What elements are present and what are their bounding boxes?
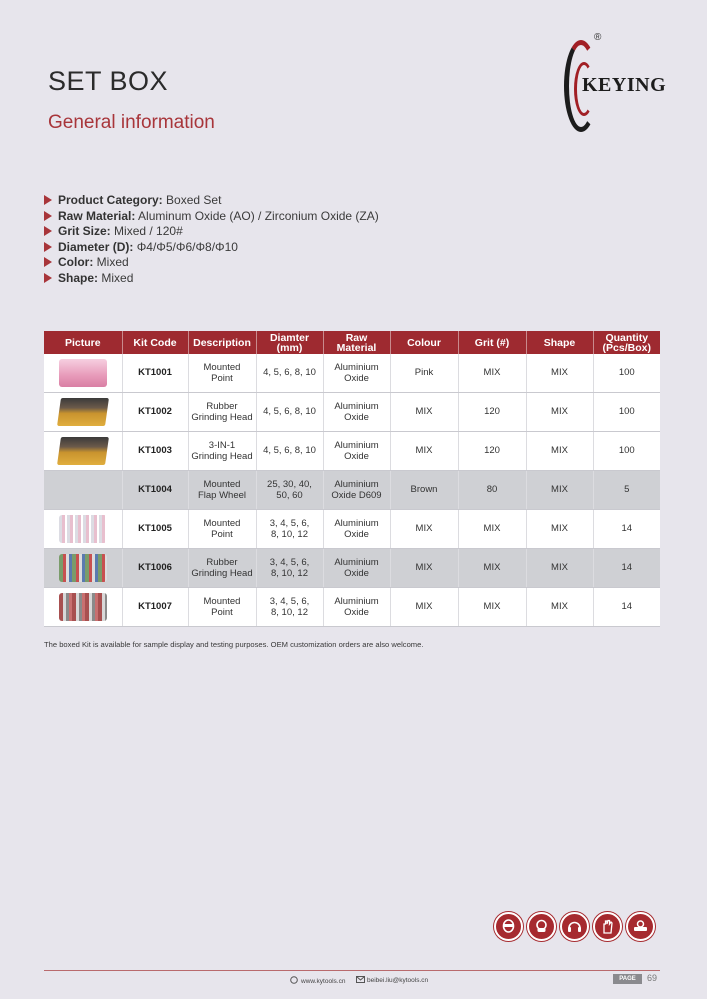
material-line1: Aluminium — [334, 517, 379, 529]
shape-cell: MIX — [526, 549, 593, 588]
arrow-icon — [44, 242, 52, 252]
shape-cell: MIX — [526, 354, 593, 393]
diameter-line1: 3, 4, 5, 6, — [269, 595, 310, 607]
info-value: Mixed — [101, 270, 134, 285]
footer-divider — [44, 970, 660, 971]
mail-icon — [356, 976, 364, 983]
material-cell — [323, 510, 390, 549]
email-contact — [356, 976, 428, 984]
header-quantity-line1: Quantity — [605, 331, 649, 344]
description-line1: Mounted — [203, 361, 241, 373]
colour-cell: MIX — [390, 510, 458, 549]
email-text: beibei.liu@kytools.cn — [367, 977, 429, 984]
header-material-line2: Material — [336, 341, 377, 354]
material-line2: Oxide — [344, 451, 369, 462]
quantity-cell: 100 — [593, 393, 660, 432]
info-item-diameter — [44, 240, 379, 256]
info-value: Φ4/Φ5/Φ6/Φ8/Φ10 — [136, 239, 238, 254]
diameter-line1: 3, 4, 5, 6, — [269, 517, 310, 529]
table-row — [44, 549, 660, 588]
info-label: Diameter (D): — [58, 239, 134, 254]
diameter-line1: 25, 30, 40, — [267, 478, 312, 490]
info-label: Product Category: — [58, 193, 163, 207]
header-kit-code: Kit Code — [122, 331, 188, 354]
product-image — [59, 515, 107, 543]
description-line1: Rubber — [206, 400, 238, 412]
diameter-cell — [256, 510, 323, 549]
website-contact — [290, 976, 345, 985]
description-line1: Mounted — [203, 595, 241, 607]
info-label: Raw Material: — [58, 208, 136, 223]
ear-protection-icon — [527, 912, 556, 941]
info-value: Mixed / 120# — [114, 224, 183, 239]
colour-cell: MIX — [390, 588, 458, 627]
diameter-line2: 50, 60 — [276, 490, 303, 501]
description-line2: Flap Wheel — [197, 490, 247, 501]
description-line2: Grinding Head — [191, 451, 253, 462]
table-row — [44, 432, 660, 471]
picture-cell — [44, 393, 122, 432]
gloves-icon — [593, 912, 622, 941]
material-cell — [323, 549, 390, 588]
product-image — [57, 437, 109, 465]
page-title: SET BOX — [48, 66, 169, 96]
diameter-line1: 4, 5, 6, 8, 10 — [263, 367, 316, 379]
kit-code-cell: KT1004 — [122, 471, 188, 510]
picture-cell — [44, 432, 122, 471]
quantity-cell: 100 — [593, 432, 660, 471]
material-cell — [323, 588, 390, 627]
material-cell — [323, 354, 390, 393]
material-line2: Oxide — [344, 412, 369, 423]
description-line2: Point — [211, 373, 233, 384]
header-grit: Grit (#) — [458, 331, 526, 354]
info-value: Mixed — [96, 255, 129, 270]
quantity-cell: 100 — [593, 354, 660, 393]
picture-cell — [44, 471, 122, 510]
material-cell — [323, 393, 390, 432]
diameter-cell — [256, 549, 323, 588]
info-item-color — [44, 255, 379, 271]
table-row — [44, 354, 660, 393]
description-line2: Point — [211, 529, 233, 540]
info-item-material — [44, 209, 379, 225]
description-cell — [188, 549, 256, 588]
material-line1: Aluminium — [334, 400, 379, 412]
diameter-line1: 3, 4, 5, 6, — [269, 556, 310, 568]
diameter-cell — [256, 471, 323, 510]
description-cell — [188, 588, 256, 627]
registered-mark: ® — [594, 32, 602, 43]
kit-code-cell: KT1007 — [122, 588, 188, 627]
description-cell — [188, 471, 256, 510]
kit-table — [44, 331, 660, 627]
description-cell — [188, 432, 256, 471]
arrow-icon — [44, 273, 52, 283]
picture-cell — [44, 549, 122, 588]
material-line1: Aluminium — [334, 595, 379, 607]
diameter-line2: 8, 10, 12 — [271, 568, 308, 579]
arrow-icon — [44, 211, 52, 221]
header-colour: Colour — [390, 331, 458, 354]
picture-cell — [44, 354, 122, 393]
grit-cell: MIX — [458, 549, 526, 588]
colour-cell: MIX — [390, 549, 458, 588]
colour-cell: MIX — [390, 432, 458, 471]
material-cell — [323, 471, 390, 510]
header-quantity-line2: (Pcs/Box) — [602, 341, 651, 354]
logo-wordmark: KEYING — [582, 74, 667, 96]
header-picture: Picture — [44, 331, 122, 354]
info-item-category — [44, 193, 379, 209]
kit-code-cell: KT1005 — [122, 510, 188, 549]
material-line2: Oxide — [344, 529, 369, 540]
kit-code-cell: KT1006 — [122, 549, 188, 588]
table-header-row — [44, 331, 660, 354]
grit-cell: MIX — [458, 510, 526, 549]
header-diameter-line1: Diamter — [269, 331, 310, 344]
material-line2: Oxide — [344, 373, 369, 384]
material-line2: Oxide — [344, 568, 369, 579]
info-value: Boxed Set — [166, 193, 222, 207]
info-item-grit — [44, 224, 379, 240]
picture-cell — [44, 588, 122, 627]
header-description: Description — [188, 331, 256, 354]
quantity-cell: 14 — [593, 588, 660, 627]
arrow-icon — [44, 226, 52, 236]
material-line1: Aluminium — [334, 361, 379, 373]
product-image — [57, 398, 109, 426]
grit-cell: 120 — [458, 393, 526, 432]
grit-cell: MIX — [458, 588, 526, 627]
hearing-protection-icon — [560, 912, 589, 941]
keying-logo — [562, 32, 672, 136]
diameter-cell — [256, 588, 323, 627]
table-row — [44, 471, 660, 510]
header-raw-material — [323, 331, 390, 354]
quantity-cell: 14 — [593, 549, 660, 588]
table-row — [44, 588, 660, 627]
website-text: www.kytools.cn — [301, 978, 346, 985]
shape-cell: MIX — [526, 432, 593, 471]
material-line1: Aluminium — [334, 439, 379, 451]
shape-cell: MIX — [526, 510, 593, 549]
colour-cell: Brown — [390, 471, 458, 510]
description-cell — [188, 393, 256, 432]
colour-cell: MIX — [390, 393, 458, 432]
section-subtitle: General information — [48, 112, 215, 133]
face-shield-icon — [494, 912, 523, 941]
material-line2: Oxide D609 — [331, 490, 382, 501]
grit-cell: 80 — [458, 471, 526, 510]
kit-code-cell: KT1003 — [122, 432, 188, 471]
description-line2: Point — [211, 607, 233, 618]
shape-cell: MIX — [526, 588, 593, 627]
description-line1: Mounted — [203, 478, 241, 490]
product-image — [59, 359, 107, 387]
globe-icon — [290, 976, 298, 983]
shape-cell: MIX — [526, 471, 593, 510]
diameter-cell — [256, 432, 323, 471]
diameter-line1: 4, 5, 6, 8, 10 — [263, 445, 316, 457]
diameter-line2: 8, 10, 12 — [271, 607, 308, 618]
info-label: Color: — [58, 255, 94, 270]
table-row — [44, 393, 660, 432]
kit-code-cell: KT1001 — [122, 354, 188, 393]
grit-cell: MIX — [458, 354, 526, 393]
header-diameter — [256, 331, 323, 354]
description-line2: Grinding Head — [191, 412, 253, 423]
diameter-line1: 4, 5, 6, 8, 10 — [263, 406, 316, 418]
material-line2: Oxide — [344, 607, 369, 618]
description-cell — [188, 510, 256, 549]
table-row — [44, 510, 660, 549]
header-diameter-line2: (mm) — [276, 341, 303, 354]
diameter-cell — [256, 354, 323, 393]
info-label: Grit Size: — [58, 224, 111, 239]
colour-cell: Pink — [390, 354, 458, 393]
picture-cell — [44, 510, 122, 549]
info-item-shape — [44, 271, 379, 287]
description-line2: Grinding Head — [191, 568, 253, 579]
description-line1: Mounted — [203, 517, 241, 529]
kit-code-cell: KT1002 — [122, 393, 188, 432]
material-cell — [323, 432, 390, 471]
header-shape: Shape — [526, 331, 593, 354]
shape-cell: MIX — [526, 393, 593, 432]
dust-mask-icon — [626, 912, 655, 941]
material-line1: Aluminium — [334, 478, 379, 490]
header-material-line1: Raw — [345, 331, 368, 344]
product-image — [59, 593, 107, 621]
page-number: 69 — [647, 973, 658, 983]
quantity-cell: 14 — [593, 510, 660, 549]
diameter-cell — [256, 393, 323, 432]
footnote: The boxed Kit is available for sample display and testing purposes. OEM customization orders are also welcome. — [44, 640, 424, 649]
quantity-cell: 5 — [593, 471, 660, 510]
description-line1: Rubber — [206, 556, 238, 568]
info-label: Shape: — [58, 270, 99, 285]
product-image — [59, 554, 107, 582]
description-line1: 3-IN-1 — [208, 439, 236, 451]
arrow-icon — [44, 257, 52, 267]
grit-cell: 120 — [458, 432, 526, 471]
description-cell — [188, 354, 256, 393]
diameter-line2: 8, 10, 12 — [271, 529, 308, 540]
material-line1: Aluminium — [334, 556, 379, 568]
info-value: Aluminum Oxide (AO) / Zirconium Oxide (ZA) — [138, 208, 379, 223]
general-info-list — [44, 193, 379, 287]
header-quantity — [593, 331, 660, 354]
page-label: PAGE — [613, 974, 642, 984]
arrow-icon — [44, 195, 52, 205]
